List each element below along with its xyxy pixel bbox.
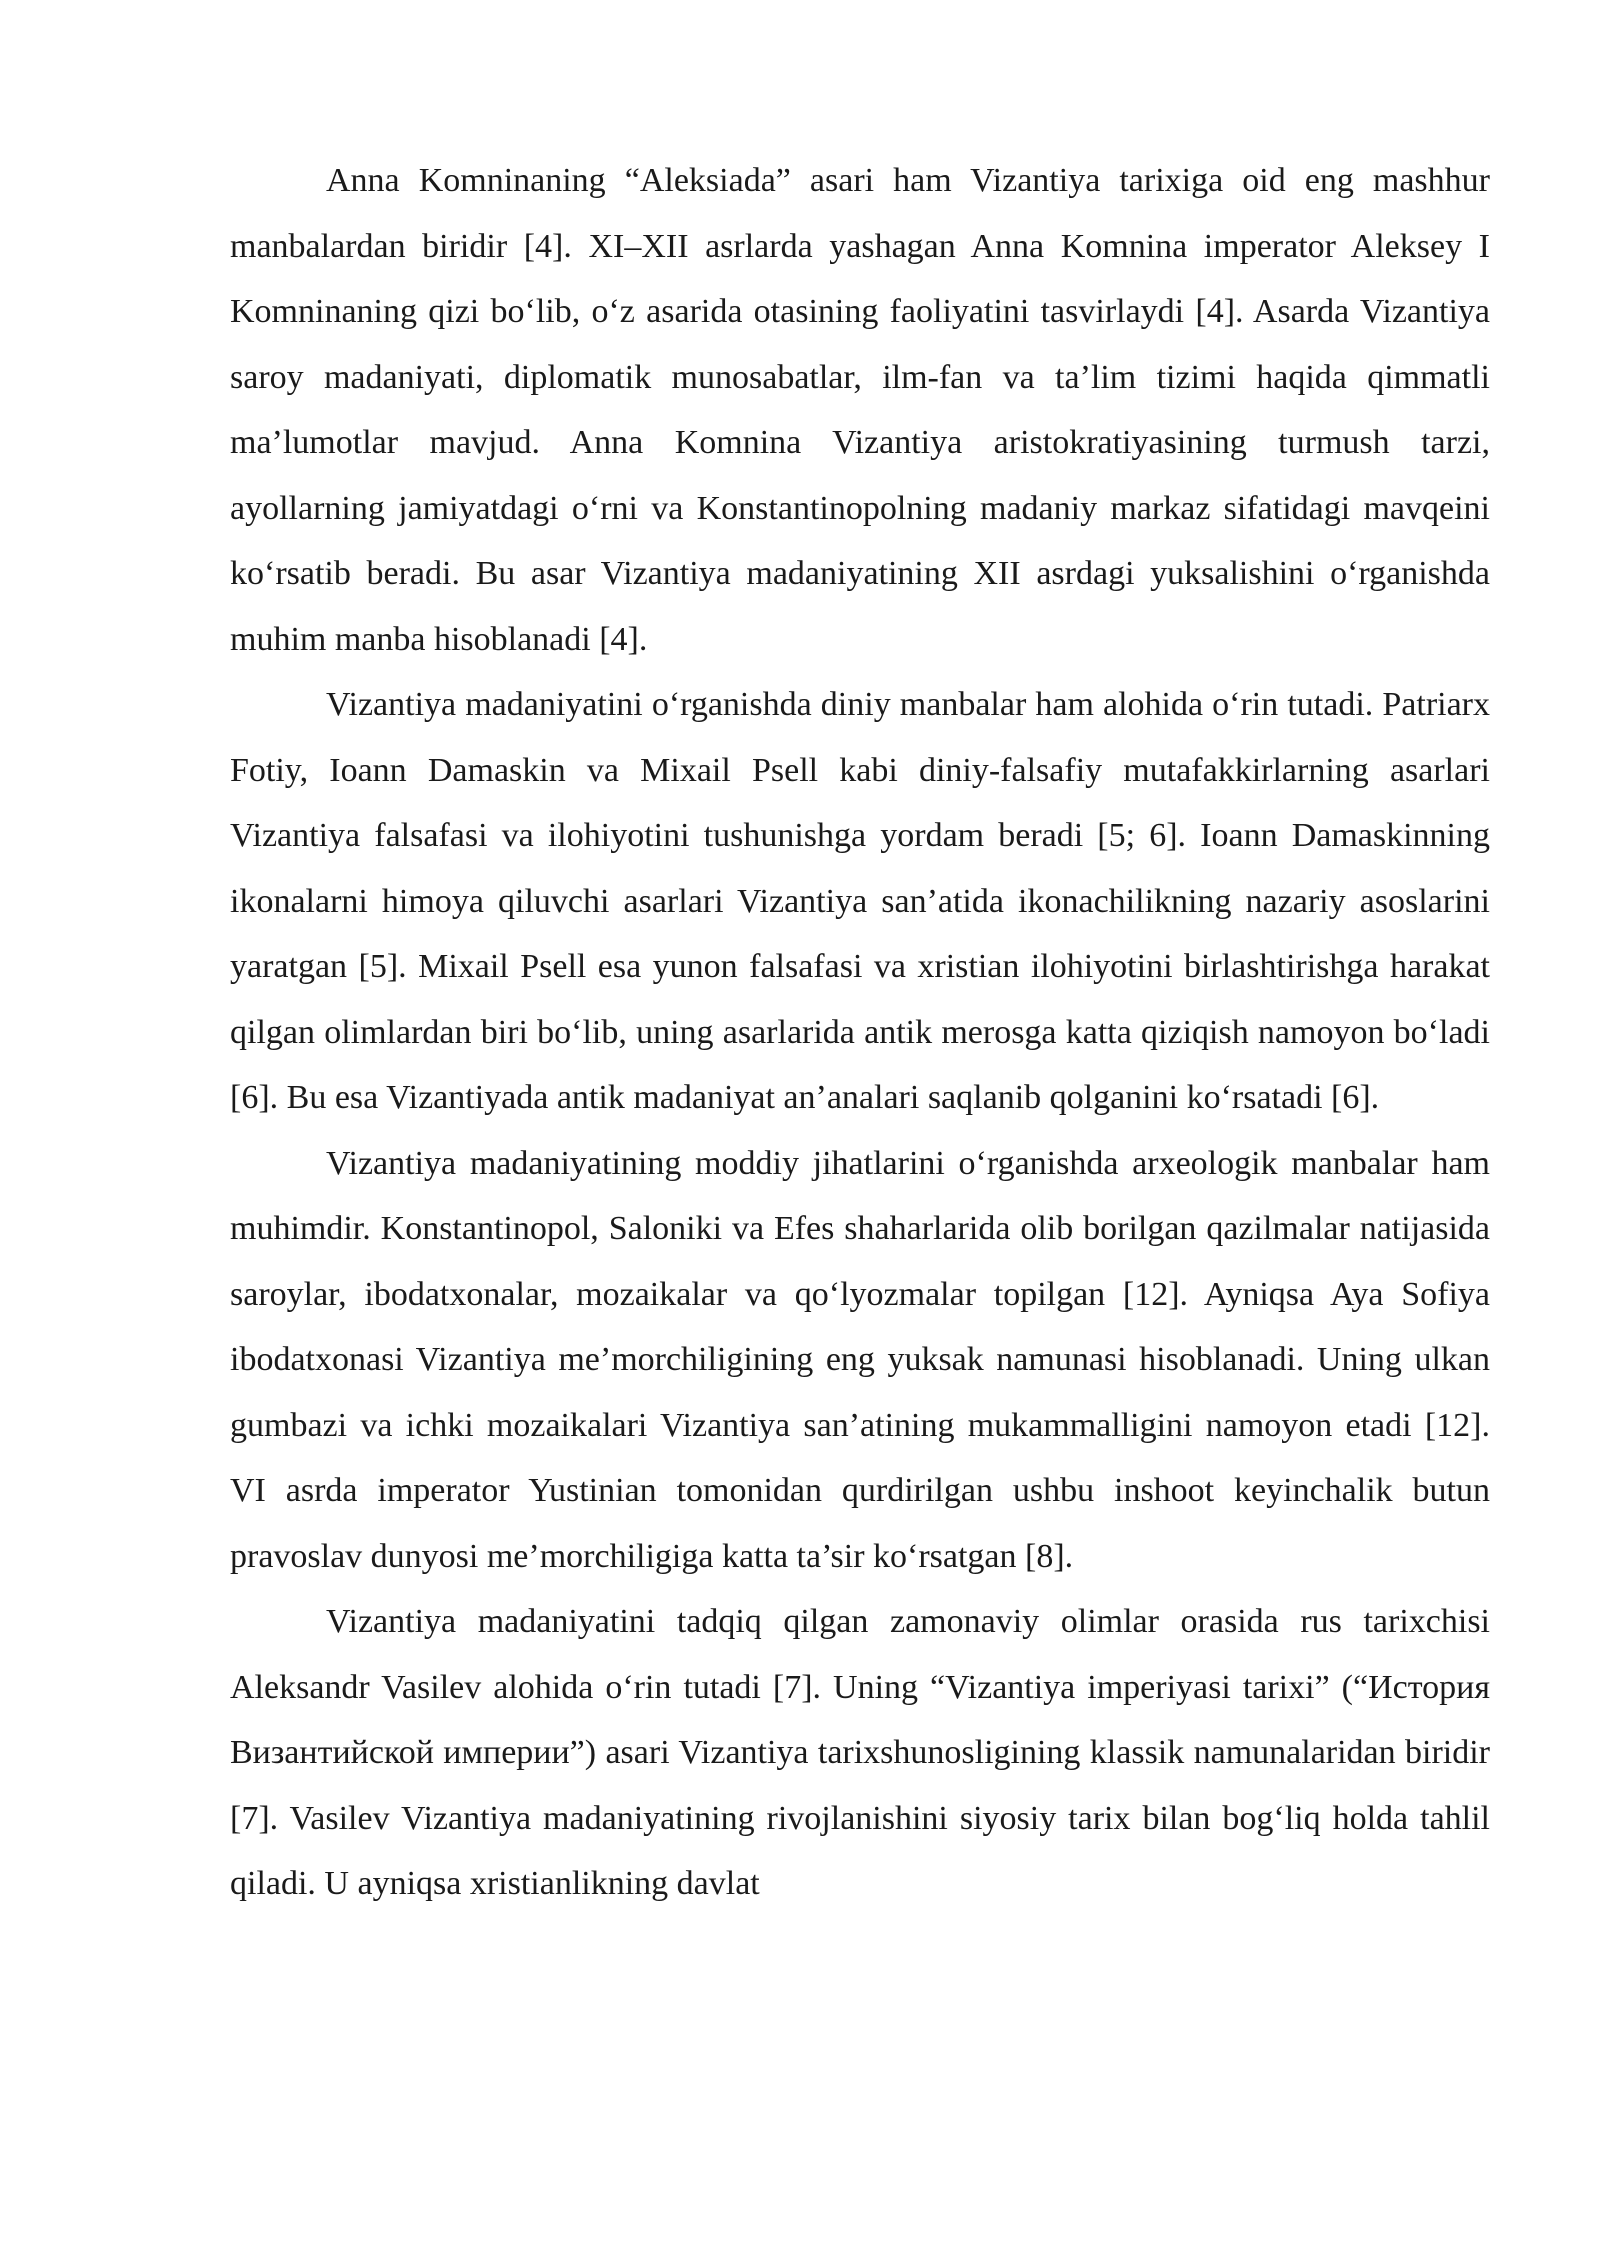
paragraph-anna-komnina: Anna Komninaning “Aleksiada” asari ham Vizantiya tarixiga oid eng mashhur manbalardan biridir [4]. XI–XII asrlarda yashagan Anna Komnina imperator Aleksey I Komninaning qizi boʻlib, oʻz asarida otasining faoliyatini tasvirlaydi [4]. Asarda Vizantiya saroy madaniyati, diplomatik munosabatlar, ilm-fan va ta’lim tizimi haqida qimmatli ma’lumotlar mavjud. Anna Komnina Vizantiya aristokratiyasining turmush tarzi, ayollarning jamiyatdagi oʻrni va Konstantinopolning madaniy markaz sifatidagi mavqeini koʻrsatib beradi. Bu asar Vizantiya madaniyatining XII asrdagi yuksalishini oʻrganishda muhim manba hisoblanadi [4]. bbox=[230, 162, 1490, 658]
body-text bbox=[230, 148, 1490, 1917]
paragraph-religious-sources: Vizantiya madaniyatini oʻrganishda diniy manbalar ham alohida oʻrin tutadi. Patriarx Fotiy, Ioann Damaskin va Mixail Psell kabi diniy-falsafiy mutafakkirlarning asarlari Vizantiya falsafasi va ilohiyotini tushunishga yordam beradi [5; 6]. Ioann Damaskinning ikonalarni himoya qiluvchi asarlari Vizantiya san’atida ikonachilikning nazariy asoslarini yaratgan [5]. Mixail Psell esa yunon falsafasi va xristian ilohiyotini birlashtirishga harakat qilgan olimlardan biri boʻlib, uning asarlarida antik merosga katta qiziqish namoyon boʻladi [6]. Bu esa Vizantiyada antik madaniyat an’analari saqlanib qolganini koʻrsatadi [6]. bbox=[230, 686, 1490, 1116]
paragraph-archaeological-sources: Vizantiya madaniyatining moddiy jihatlarini oʻrganishda arxeologik manbalar ham muhimdir. Konstantinopol, Saloniki va Efes shaharlarida olib borilgan qazilmalar natijasida saroylar, ibodatxonalar, mozaikalar va qoʻlyozmalar topilgan [12]. Ayniqsa Aya Sofiya ibodatxonasi Vizantiya me’morchiligining eng yuksak namunasi hisoblanadi. Uning ulkan gumbazi va ichki mozaikalari Vizantiya san’atining mukammalligini namoyon etadi [12]. VI asrda imperator Yustinian tomonidan qurdirilgan ushbu inshoot keyinchalik butun pravoslav dunyosi me’morchiligiga katta ta’sir koʻrsatgan [8]. bbox=[230, 1144, 1490, 1575]
paragraph-modern-scholars: Vizantiya madaniyatini tadqiq qilgan zamonaviy olimlar orasida rus tarixchisi Aleksandr Vasilev alohida oʻrin tutadi [7]. Uning “Vizantiya imperiyasi tarixi” (“История Византийской империи”) asari Vizantiya tarixshunosligining klassik namunalaridan biridir [7]. Vasilev Vizantiya madaniyatining rivojlanishini siyosiy tarix bilan bogʻliq holda tahlil qiladi. U ayniqsa xristianlikning davlat bbox=[230, 1603, 1490, 1902]
